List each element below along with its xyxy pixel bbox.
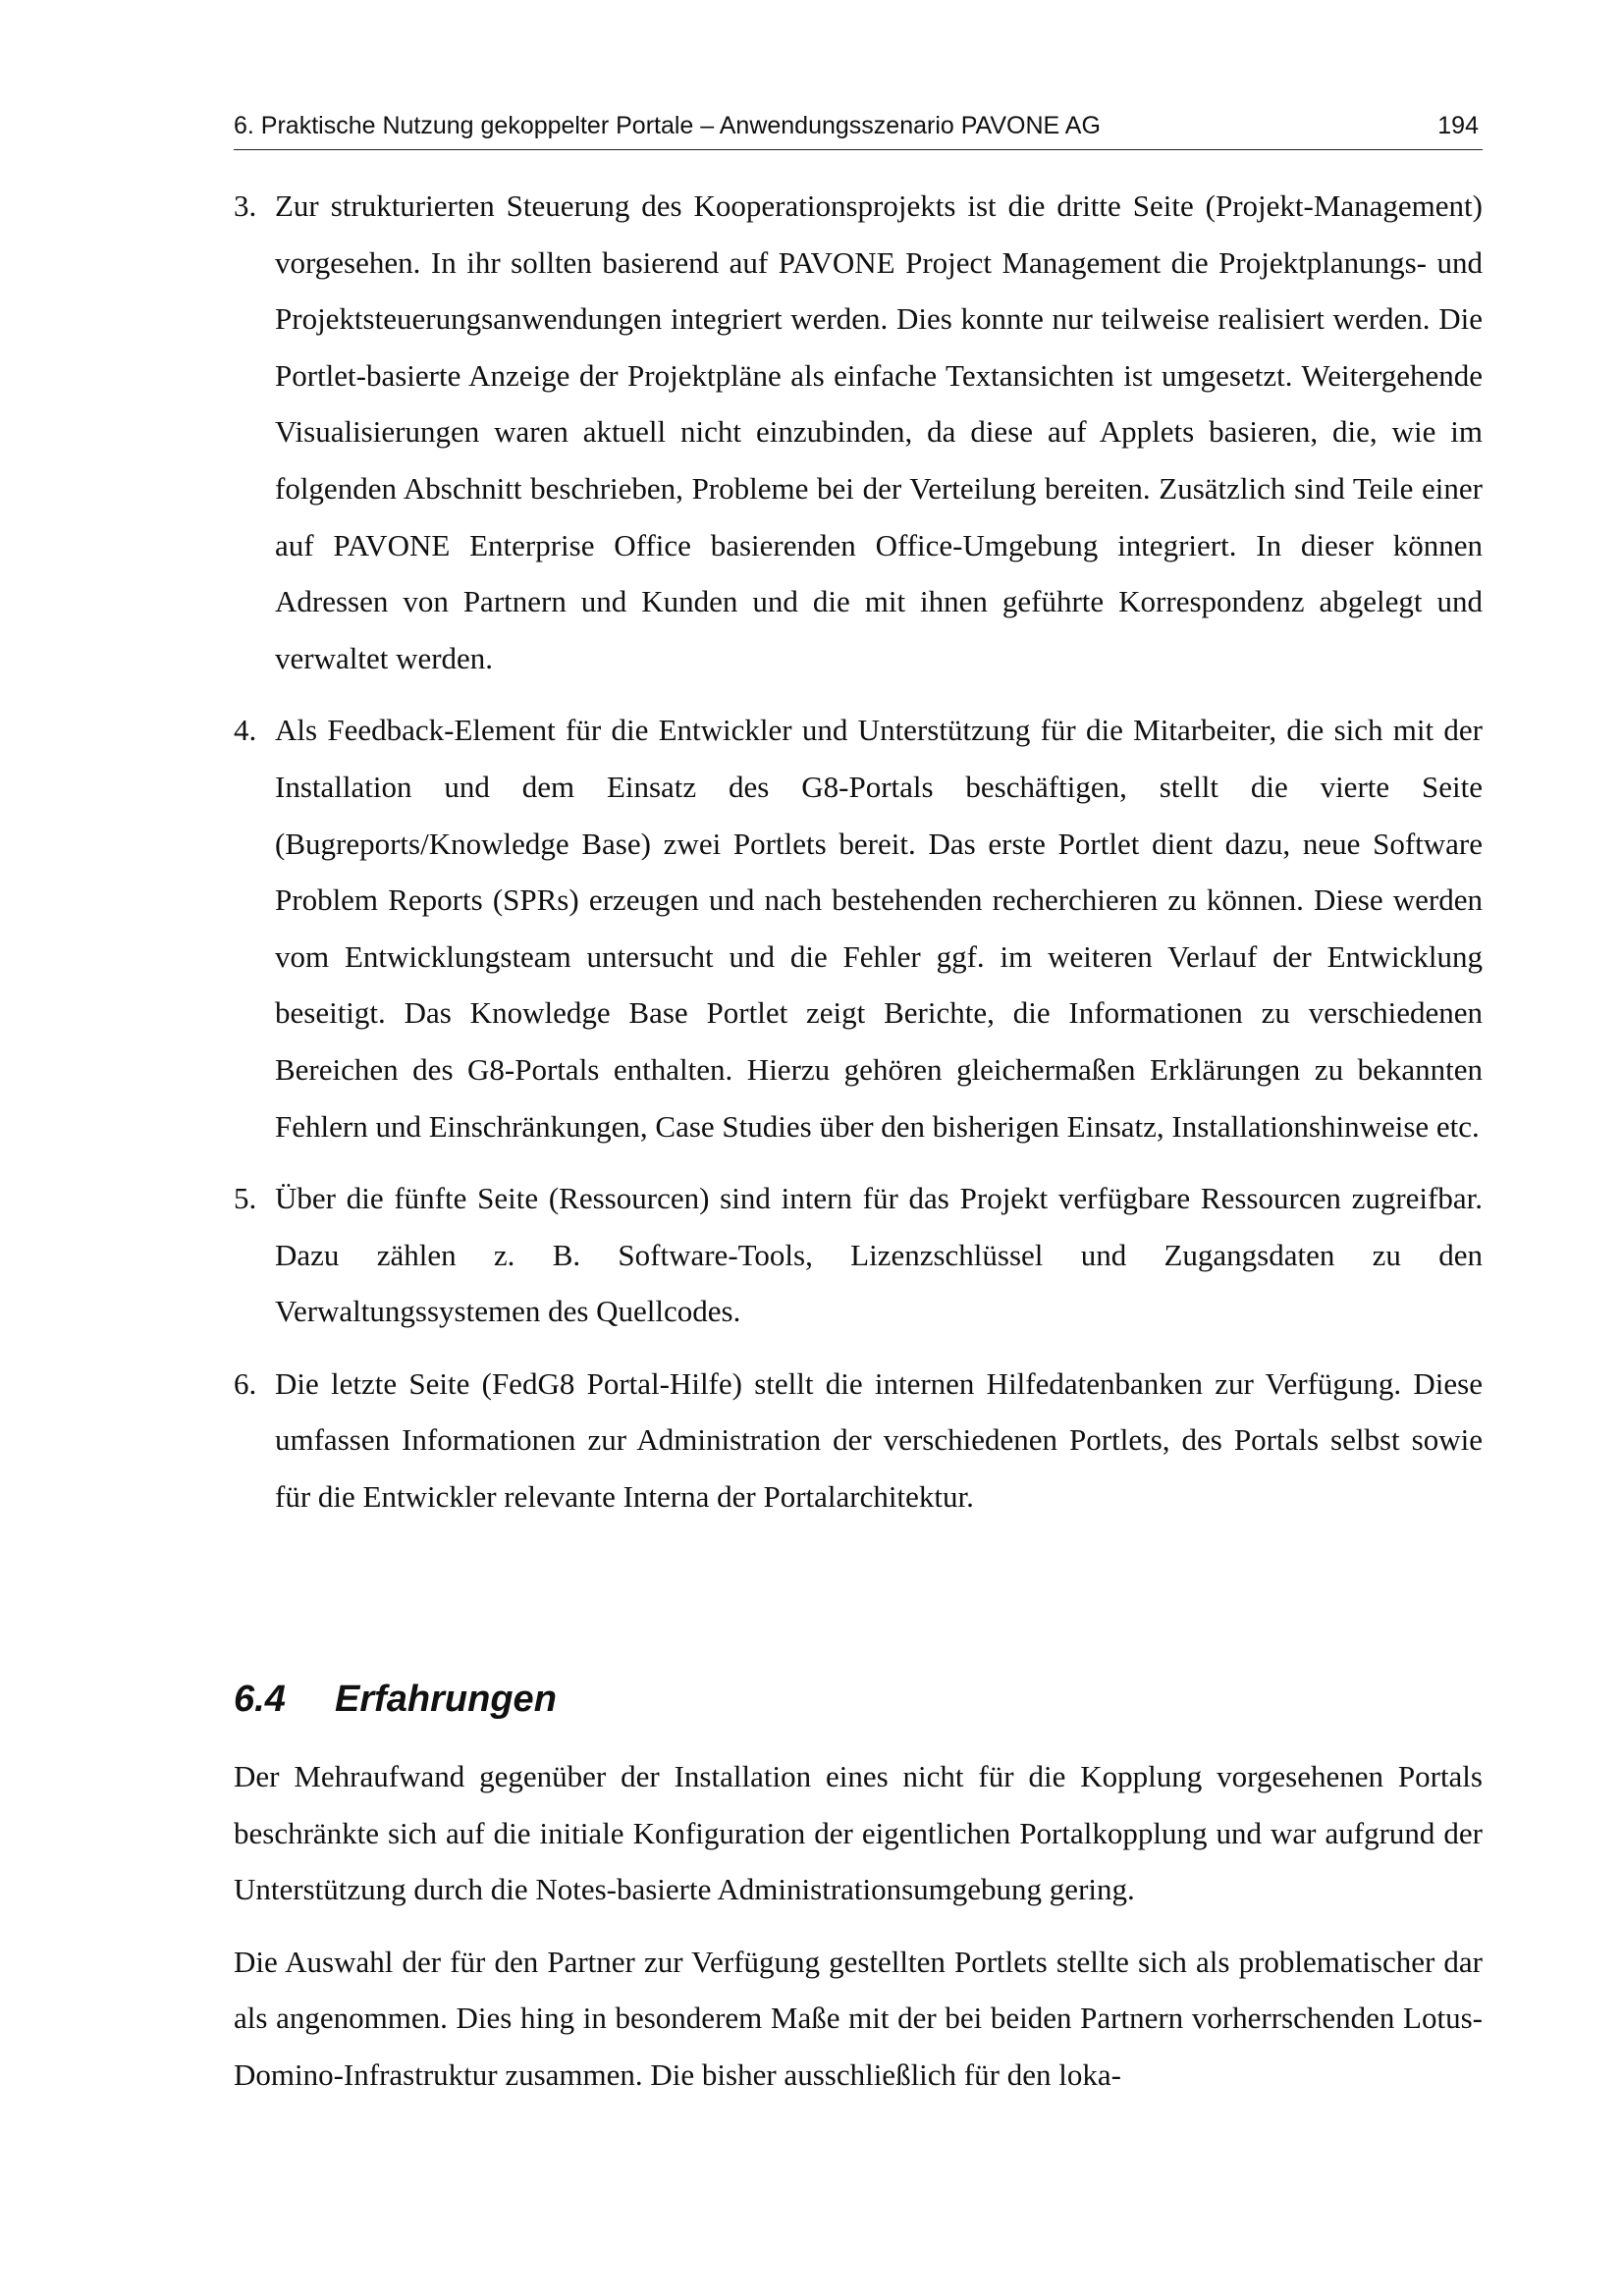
list-item bbox=[234, 1170, 1483, 1340]
list-item-text: Über die fünfte Seite (Ressourcen) sind intern für das Projekt verfügbare Ressourcen zugreifbar. Dazu zählen z. B. Software-Tools, Lizenzschlüssel und Zugangsdaten zu den Verwaltungssystemen des Quellcodes. bbox=[275, 1181, 1483, 1329]
list-item bbox=[234, 1356, 1483, 1525]
numbered-list bbox=[234, 178, 1483, 1525]
list-item-text: Die letzte Seite (FedG8 Portal-Hilfe) stellt die internen Hilfedatenbanken zur Verfügung. Diese umfassen Informationen zur Administration der verschiedenen Portlets, des Portals selbst sowie für die Entwickler relevante Interna der Portalarchitektur. bbox=[275, 1365, 1483, 1515]
list-item bbox=[234, 178, 1483, 686]
list-item-number: 4. bbox=[234, 713, 257, 748]
section-number: 6.4 bbox=[234, 1679, 286, 1720]
list-item-text: Als Feedback-Element für die Entwickler und Unterstützung für die Mitarbeiter, die sich mit der Installation und dem Einsatz des G8-Portals beschäftigen, stellt die vierte Seite (Bugreports/Knowledge Base) zwei Portlets bereit. Das erste Portlet dient dazu, neue Software Problem Reports (SPRs) erzeugen und nach bestehenden recherchieren zu können. Diese werden vom Entwicklungsteam untersucht und die Fehler ggf. im weiteren Verlauf der Entwicklung beseitigt. Das Knowledge Base Portlet zeigt Berichte, die Informationen zu verschiedenen Bereichen des G8-Portals enthalten. Hierzu gehören gleichermaßen Erklärungen zu bekannten Fehlern und Einschränkungen, Case Studies über den bisherigen Einsatz, Installationshinweise etc. bbox=[275, 713, 1483, 1144]
numbered-list-block bbox=[234, 178, 1483, 1525]
list-item-number: 5. bbox=[234, 1181, 257, 1216]
paragraph: Die Auswahl der für den Partner zur Verfügung gestellten Portlets stellte sich als problematischer dar als angenommen. Dies hing in besonderem Maße mit der bei beiden Partnern vorherrschenden Lotus-Domino-Infrastruktur zusammen. Die bisher ausschließlich für den loka- bbox=[234, 1944, 1483, 2092]
page-number: 194 bbox=[1437, 112, 1479, 139]
section-title: Erfahrungen bbox=[335, 1679, 557, 1720]
section-heading bbox=[234, 1679, 557, 1721]
list-item-text: Zur strukturierten Steuerung des Kooperationsprojekts ist die dritte Seite (Projekt-Management) vorgesehen. In ihr sollten basierend auf PAVONE Project Management die Projektplanungs- und Projektsteuerungsanwendungen integriert werden. Dies konnte nur teilweise realisiert werden. Die Portlet-basierte Anzeige der Projektpläne als einfache Textansichten ist umgesetzt. Weitergehende Visualisierungen waren aktuell nicht einzubinden, da diese auf Applets basieren, die, wie im folgenden Abschnitt beschrieben, Probleme bei der Verteilung bereiten. Zusätzlich sind Teile einer auf PAVONE Enterprise Office basierenden Office-Umgebung integriert. In dieser können Adressen von Partnern und Kunden und die mit ihnen geführte Korrespondenz abgelegt und verwaltet werden. bbox=[275, 188, 1483, 675]
list-item-number: 6. bbox=[234, 1365, 257, 1401]
paragraph: Der Mehraufwand gegenüber der Installation eines nicht für die Kopplung vorgesehenen Portals beschränkte sich auf die initiale Konfiguration der eigentlichen Portalkopplung und war aufgrund der Unterstützung durch die Notes-basierte Administrationsumgebung gering. bbox=[234, 1759, 1483, 1907]
section-body bbox=[234, 1748, 1483, 2104]
list-item-number: 3. bbox=[234, 188, 257, 223]
list-item bbox=[234, 702, 1483, 1154]
running-header-title: 6. Praktische Nutzung gekoppelter Portale – Anwendungsszenario PAVONE AG bbox=[234, 112, 1101, 139]
page-header bbox=[234, 110, 1483, 150]
